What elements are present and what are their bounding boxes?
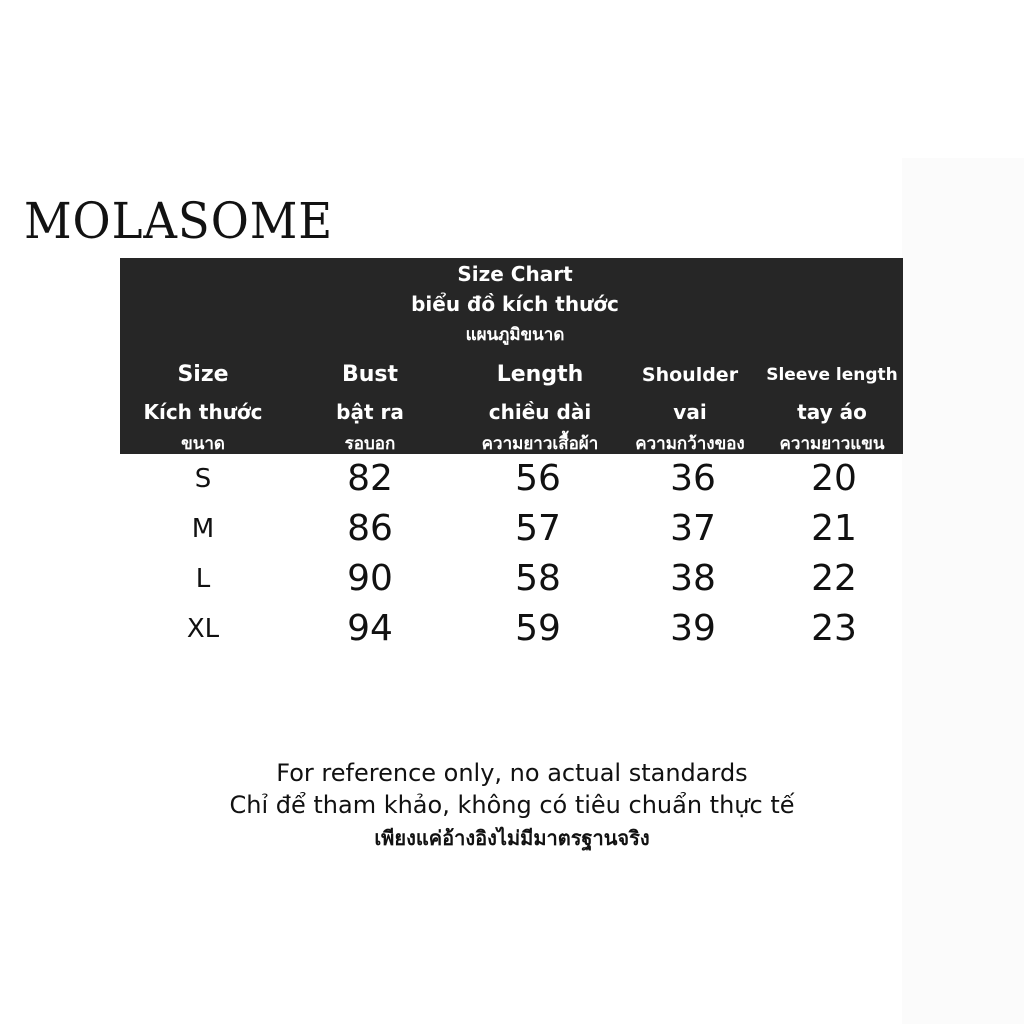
column-header-length-en: Length xyxy=(496,362,584,387)
column-header-size-en: Size xyxy=(177,362,229,387)
size-chart-header xyxy=(120,258,903,454)
sleeve-cell: 21 xyxy=(811,508,857,549)
column-header-length-th: ความยาวเสื้อผ้า xyxy=(481,434,599,454)
column-header-shoulder-vi: vai xyxy=(673,400,707,424)
table-row xyxy=(120,604,903,654)
disclaimer-th: เพียงแค่อ้างอิงไม่มีมาตรฐานจริง xyxy=(374,826,650,850)
table-row xyxy=(120,504,903,554)
column-header-bust-en: Bust xyxy=(341,362,399,387)
size-table-body xyxy=(120,454,903,654)
size-cell: XL xyxy=(186,614,220,644)
right-edge-panel xyxy=(902,158,1024,1024)
column-header-bust xyxy=(300,356,440,458)
column-header-sleeve-vi: tay áo xyxy=(797,400,867,424)
disclaimer-en: For reference only, no actual standards xyxy=(276,759,748,787)
column-header-size-th: ขนาด xyxy=(181,434,225,454)
sleeve-cell: 23 xyxy=(811,608,857,649)
shoulder-cell: 37 xyxy=(670,508,716,549)
bust-cell: 90 xyxy=(347,558,393,599)
table-row xyxy=(120,554,903,604)
chart-title xyxy=(120,260,910,350)
table-row xyxy=(120,454,903,504)
size-cell: L xyxy=(195,564,211,594)
disclaimer-vi: Chỉ để tham khảo, không có tiêu chuẩn thực tế xyxy=(229,791,795,819)
shoulder-cell: 36 xyxy=(670,458,716,499)
column-header-sleeve xyxy=(764,356,900,458)
column-header-shoulder-th: ความกว้างของ xyxy=(635,434,745,454)
column-header-size xyxy=(128,356,278,458)
length-cell: 59 xyxy=(515,608,561,649)
column-header-length-vi: chiều dài xyxy=(488,400,592,424)
column-header-size-vi: Kích thước xyxy=(143,400,263,424)
column-header-sleeve-th: ความยาวแขน xyxy=(779,434,885,454)
column-header-bust-th: รอบอก xyxy=(344,434,396,454)
shoulder-cell: 38 xyxy=(670,558,716,599)
sleeve-cell: 22 xyxy=(811,558,857,599)
length-cell: 58 xyxy=(515,558,561,599)
column-header-shoulder-en: Shoulder xyxy=(641,364,739,386)
bust-cell: 82 xyxy=(347,458,393,499)
length-cell: 56 xyxy=(515,458,561,499)
chart-title-th: แผนภูมิขนาด xyxy=(465,325,565,345)
bust-cell: 94 xyxy=(347,608,393,649)
chart-title-en: Size Chart xyxy=(457,262,573,286)
column-header-shoulder xyxy=(624,356,756,458)
column-header-bust-vi: bật ra xyxy=(336,400,404,424)
shoulder-cell: 39 xyxy=(670,608,716,649)
column-header-length xyxy=(458,356,622,458)
size-cell: M xyxy=(191,514,215,544)
bust-cell: 86 xyxy=(347,508,393,549)
brand-logo: MOLASOME xyxy=(24,192,334,250)
length-cell: 57 xyxy=(515,508,561,549)
chart-title-vi: biểu đồ kích thước xyxy=(411,292,619,316)
column-header-sleeve-en: Sleeve length xyxy=(766,365,898,385)
size-cell: S xyxy=(194,464,212,494)
sleeve-cell: 20 xyxy=(811,458,857,499)
